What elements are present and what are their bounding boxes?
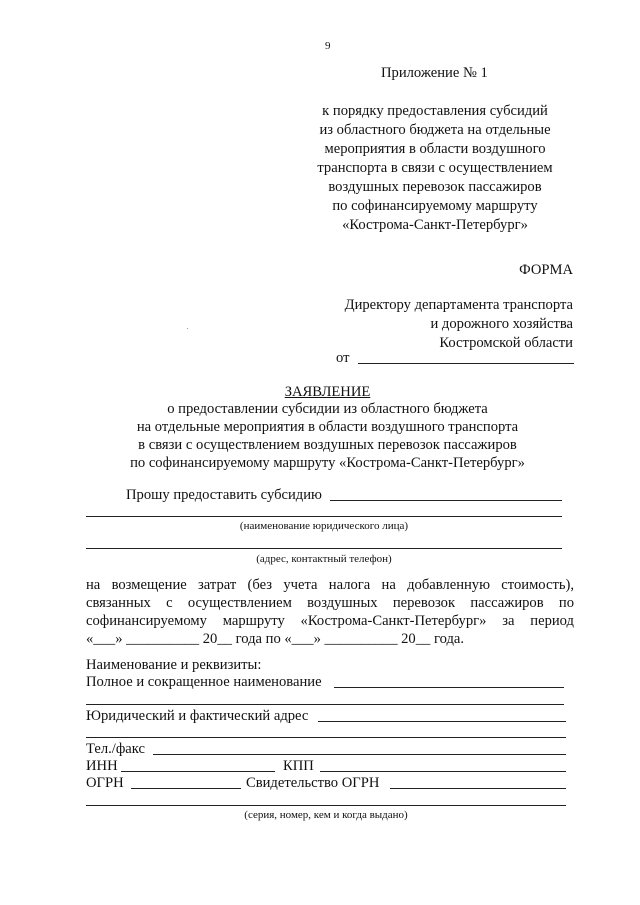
appendix-line: мероприятия в области воздушного bbox=[324, 141, 546, 157]
inn-label: ИНН bbox=[86, 758, 118, 774]
kpp-field-line[interactable] bbox=[320, 771, 566, 772]
ogrn-cert-label: Свидетельство ОГРН bbox=[246, 775, 380, 791]
hint-cert: (серия, номер, кем и когда выдано) bbox=[244, 809, 408, 821]
phone-field-line[interactable] bbox=[153, 754, 566, 755]
ogrn-cert-field-line-2[interactable] bbox=[86, 805, 566, 806]
address-phone-field-line[interactable] bbox=[86, 548, 562, 549]
requisites-heading: Наименование и реквизиты: bbox=[86, 657, 262, 673]
address-field-line[interactable] bbox=[318, 721, 566, 722]
body-line: софинансируемому маршруту «Кострома-Санкт-Петербург» за период bbox=[86, 613, 574, 629]
appendix-line: «Кострома-Санкт-Петербург» bbox=[342, 217, 528, 233]
ogrn-field-line[interactable] bbox=[131, 788, 241, 789]
addressee-line: Директору департамента транспорта bbox=[344, 297, 573, 313]
from-field-line[interactable] bbox=[358, 363, 574, 364]
phone-label: Тел./факс bbox=[86, 741, 145, 757]
request-label: Прошу предоставить субсидию bbox=[126, 487, 322, 503]
form-label: ФОРМА bbox=[519, 262, 573, 278]
statement-title: ЗАЯВЛЕНИЕ bbox=[284, 384, 371, 400]
appendix-line: воздушных перевозок пассажиров bbox=[328, 179, 542, 195]
from-label: от bbox=[336, 350, 350, 366]
appendix-title: Приложение № 1 bbox=[381, 65, 488, 81]
subsidy-field-line[interactable] bbox=[330, 500, 562, 501]
hint-legal-entity: (наименование юридического лица) bbox=[239, 520, 409, 532]
page-number: 9 bbox=[325, 40, 331, 52]
body-line: связанных с осуществлением воздушных перевозок пассажиров по bbox=[86, 595, 574, 611]
body-line: «___» __________ 20__ года по «___» __________ 20__ года. bbox=[86, 631, 465, 647]
full-name-field-line[interactable] bbox=[334, 687, 564, 688]
hint-address-phone: (адрес, контактный телефон) bbox=[256, 553, 392, 565]
ogrn-cert-field-line[interactable] bbox=[390, 788, 566, 789]
ogrn-label: ОГРН bbox=[86, 775, 124, 791]
full-name-label: Полное и сокращенное наименование bbox=[86, 674, 322, 690]
appendix-line: по софинансируемому маршруту bbox=[332, 198, 538, 214]
legal-entity-field-line[interactable] bbox=[86, 516, 562, 517]
statement-subtitle-line: о предоставлении субсидии из областного бюджета bbox=[167, 401, 488, 417]
statement-subtitle-line: в связи с осуществлением воздушных перевозок пассажиров bbox=[138, 437, 517, 453]
appendix-line: к порядку предоставления субсидий bbox=[322, 103, 548, 119]
kpp-label: КПП bbox=[283, 758, 314, 774]
addressee-line: и дорожного хозяйства bbox=[430, 316, 573, 332]
appendix-line: транспорта в связи с осуществлением bbox=[317, 160, 553, 176]
inn-field-line[interactable] bbox=[121, 771, 275, 772]
address-label: Юридический и фактический адрес bbox=[86, 708, 309, 724]
statement-subtitle-line: на отдельные мероприятия в области воздушного транспорта bbox=[136, 419, 519, 435]
addressee-line: Костромской области bbox=[439, 335, 573, 351]
scan-speck bbox=[187, 328, 188, 329]
appendix-line: из областного бюджета на отдельные bbox=[319, 122, 551, 138]
body-line: на возмещение затрат (без учета налога на добавленную стоимость), bbox=[86, 577, 574, 593]
full-name-field-line-2[interactable] bbox=[86, 704, 564, 705]
address-field-line-2[interactable] bbox=[86, 737, 566, 738]
statement-subtitle-line: по софинансируемому маршруту «Кострома-Санкт-Петербург» bbox=[130, 455, 525, 471]
